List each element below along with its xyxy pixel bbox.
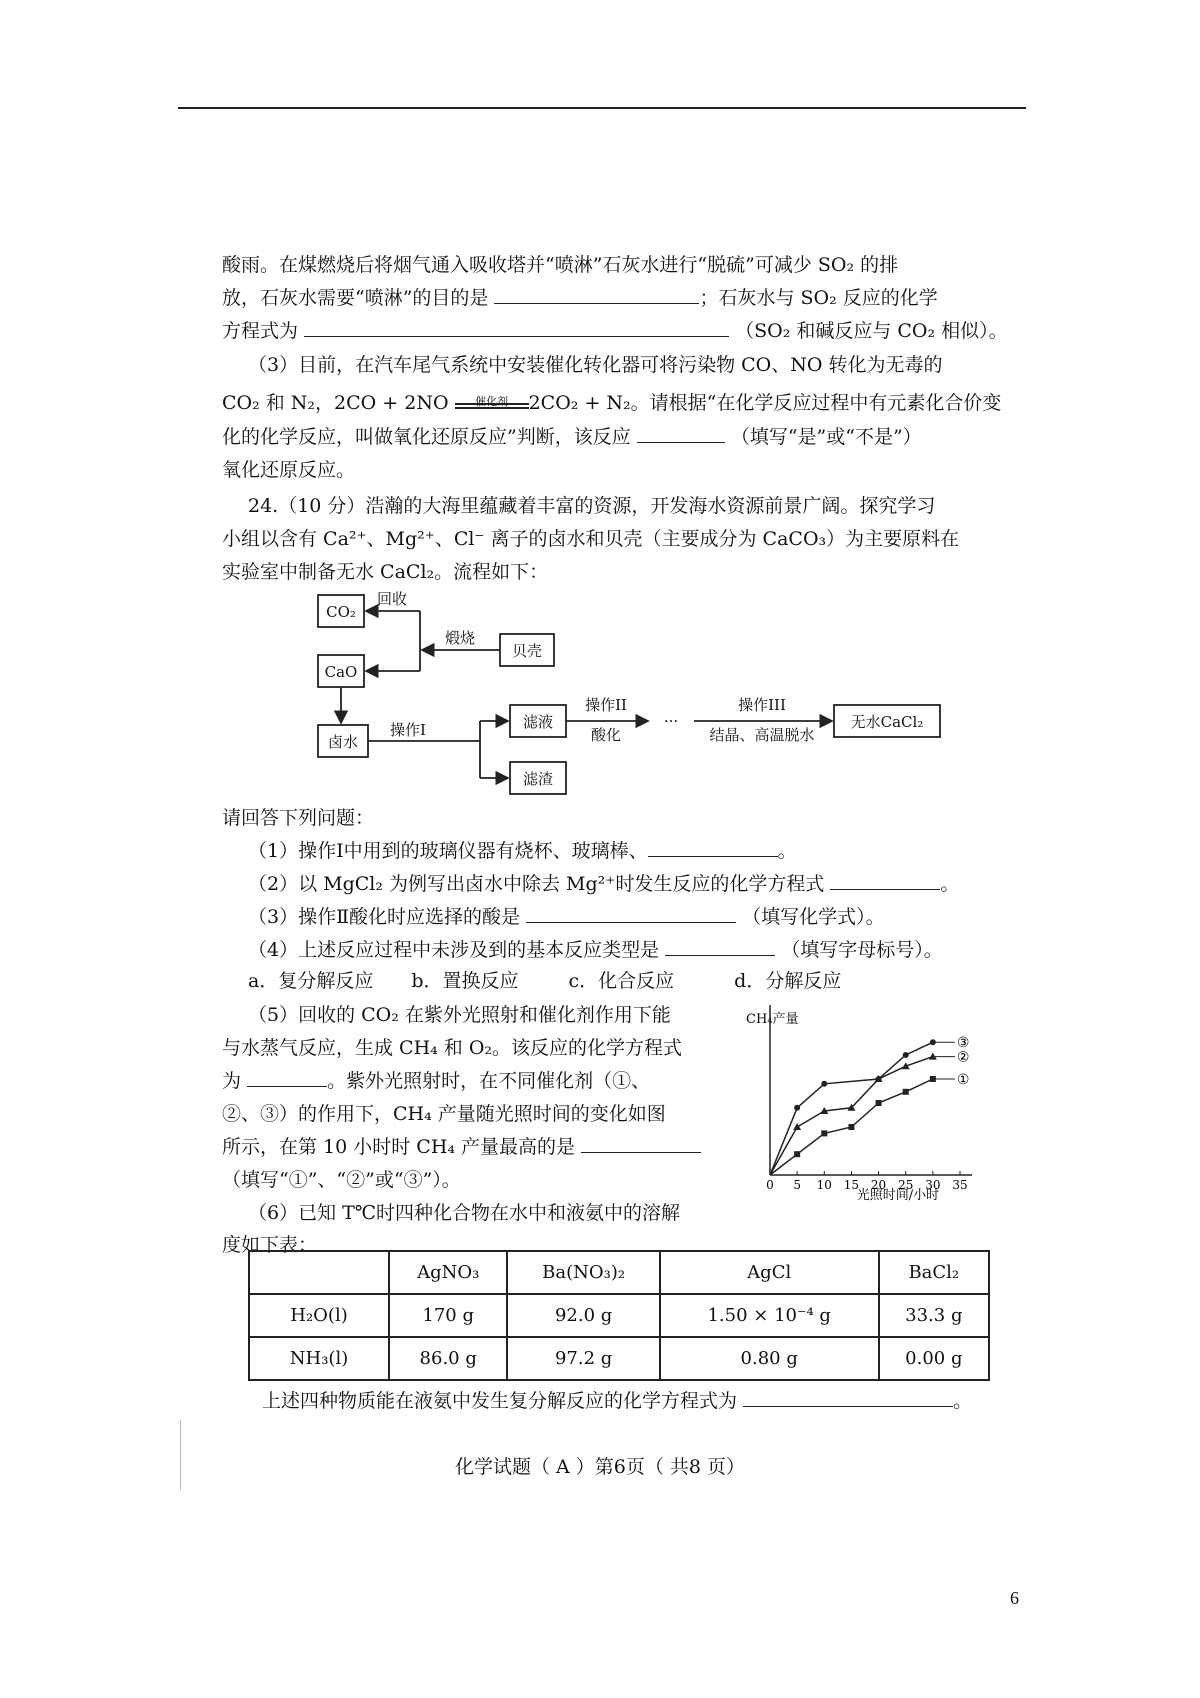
flow-filtrate-label: 滤液 bbox=[522, 713, 554, 731]
ask-line: 请回答下列问题： bbox=[222, 807, 375, 829]
header-rule bbox=[178, 107, 1026, 109]
question-24-line-3: 实验室中制备无水 CaCl₂。流程如下： bbox=[222, 561, 549, 583]
answer-blank-redox[interactable] bbox=[637, 424, 725, 443]
chart-point bbox=[903, 1052, 909, 1058]
answer-blank-4[interactable] bbox=[665, 937, 775, 956]
flow-product-label: 无水CaCl₂ bbox=[850, 713, 924, 731]
chart-point bbox=[794, 1151, 800, 1157]
answer-blank-equation-so2[interactable] bbox=[304, 318, 729, 337]
scan-edge bbox=[180, 1420, 181, 1490]
flow-co2-label: CO₂ bbox=[326, 603, 356, 621]
flow-op1-label: 操作I bbox=[390, 721, 426, 739]
chart-point bbox=[793, 1123, 801, 1130]
table-cell: H₂O(l) bbox=[249, 1294, 389, 1337]
ch4-yield-chart bbox=[740, 995, 1020, 1205]
flow-shell-label: 贝壳 bbox=[511, 642, 543, 660]
sub-question-5e: 所示，在第 10 小时时 CH₄ 产量最高的是 bbox=[222, 1134, 701, 1160]
page-number: 6 bbox=[1010, 1588, 1019, 1608]
table-header-cell: BaCl₂ bbox=[879, 1251, 989, 1294]
sub-question-2: （2）以 MgCl₂ 为例写出卤水中除去 Mg²⁺时发生反应的化学方程式 。 bbox=[248, 873, 960, 895]
question-24-line-1: 24.（10 分）浩瀚的大海里蕴藏着丰富的资源，开发海水资源前景广阔。探究学习 bbox=[248, 495, 936, 517]
flow-op3-label: 操作III bbox=[738, 696, 786, 714]
table-cell: 86.0 g bbox=[389, 1337, 507, 1380]
chart-xlabel: 光照时间/小时 bbox=[856, 1188, 940, 1203]
chart-x-tick-label: 5 bbox=[793, 1178, 801, 1192]
sub-question-1: （1）操作Ⅰ中用到的玻璃仪器有烧杯、玻璃棒、 。 bbox=[248, 840, 797, 862]
sub-question-5a: （5）回收的 CO₂ 在紫外光照射和催化剂作用下能 bbox=[248, 1004, 671, 1026]
chart-point bbox=[821, 1130, 827, 1136]
sub-question-3: （3）操作Ⅱ酸化时应选择的酸是 （填写化学式）。 bbox=[248, 906, 885, 928]
answer-blank-3[interactable] bbox=[526, 904, 736, 923]
flow-recover-label: 回收 bbox=[376, 590, 408, 608]
flow-crystal-label: 结晶、高温脱水 bbox=[709, 726, 815, 744]
answer-blank-spray[interactable] bbox=[494, 285, 699, 304]
option-d: d．分解反应 bbox=[734, 970, 842, 992]
options-line bbox=[248, 968, 841, 994]
chart-point bbox=[794, 1105, 800, 1111]
chart-x-tick-label: 35 bbox=[952, 1178, 968, 1192]
question-24-line-2: 小组以含有 Ca²⁺、Mg²⁺、Cl⁻ 离子的卤水和贝壳（主要成分为 CaCO₃）为主要原料在 bbox=[222, 528, 960, 550]
chart-ylabel: CH₄产量 bbox=[746, 1012, 799, 1027]
sub-question-6c: 上述四种物质能在液氨中发生复分解反应的化学方程式为 。 bbox=[262, 1390, 973, 1412]
flow-calcine-label: 煅烧 bbox=[444, 629, 476, 647]
flow-cao-label: CaO bbox=[324, 663, 358, 681]
table-cell: NH₃(l) bbox=[249, 1337, 389, 1380]
flow-op2-label: 操作II bbox=[585, 696, 627, 714]
chart-point bbox=[821, 1081, 827, 1087]
table-cell: 97.2 g bbox=[507, 1337, 659, 1380]
text-line-7: 氧化还原反应。 bbox=[222, 459, 356, 481]
chart-point bbox=[876, 1100, 882, 1106]
table-row bbox=[249, 1337, 989, 1380]
option-b: b．置换反应 bbox=[411, 970, 519, 992]
solubility-table bbox=[248, 1250, 990, 1381]
flow-brine-label: 卤水 bbox=[327, 733, 359, 751]
answer-blank-1[interactable] bbox=[648, 838, 778, 857]
sub-question-5f: （填写“①”、“②”或“③”）。 bbox=[222, 1169, 461, 1191]
table-cell: 0.80 g bbox=[660, 1337, 879, 1380]
table-cell: 92.0 g bbox=[507, 1294, 659, 1337]
sub-question-6b: 度如下表： bbox=[222, 1234, 318, 1256]
answer-blank-6[interactable] bbox=[743, 1388, 953, 1407]
answer-blank-5a[interactable] bbox=[247, 1068, 327, 1087]
chart-point bbox=[929, 1053, 937, 1060]
chart-x-tick-label: 20 bbox=[870, 1178, 887, 1192]
table-cell: 0.00 g bbox=[879, 1337, 989, 1380]
flow-dots-label: ··· bbox=[663, 712, 679, 730]
process-flow-diagram bbox=[300, 580, 960, 800]
chart-series-label: ① bbox=[956, 1072, 970, 1088]
text-line-5: CO₂ 和 N₂，2CO + 2NO 催化剂 2CO₂ + N₂。请根据“在化学反应过程中有元素化合价变 bbox=[222, 392, 1002, 414]
table-header-cell: Ba(NO₃)₂ bbox=[507, 1251, 659, 1294]
chart-point bbox=[848, 1124, 854, 1130]
table-header-row bbox=[249, 1251, 989, 1294]
sub-question-5c: 为 。紫外光照射时，在不同催化剂（①、 bbox=[222, 1070, 651, 1092]
text-line-3: 方程式为 （SO₂ 和碱反应与 CO₂ 相似）。 bbox=[222, 320, 1008, 342]
chart-x-tick-label: 15 bbox=[843, 1178, 860, 1192]
text-line-6: 化的化学反应，叫做氧化还原反应”判断，该反应 （填写“是”或“不是”） bbox=[222, 426, 922, 448]
sub-question-6a: （6）已知 T℃时四种化合物在水中和液氨中的溶解 bbox=[248, 1202, 681, 1224]
table-cell: 33.3 g bbox=[879, 1294, 989, 1337]
catalyst-arrow: 催化剂 bbox=[455, 403, 529, 416]
sub-question-5d: ②、③）的作用下，CH₄ 产量随光照时间的变化如图 bbox=[222, 1103, 666, 1125]
text-line-1: 酸雨。在煤燃烧后将烟气通入吸收塔并“喷淋”石灰水进行“脱硫”可减少 SO₂ 的排 bbox=[222, 254, 899, 276]
table-cell: 1.50 × 10⁻⁴ g bbox=[660, 1294, 879, 1337]
table-header-cell: AgNO₃ bbox=[389, 1251, 507, 1294]
answer-blank-2[interactable] bbox=[830, 871, 940, 890]
table-row bbox=[249, 1294, 989, 1337]
chart-x-tick-label: 0 bbox=[766, 1178, 774, 1192]
option-a: a．复分解反应 bbox=[248, 970, 374, 992]
table-header-cell bbox=[249, 1251, 389, 1294]
flow-acidify-label: 酸化 bbox=[590, 726, 622, 744]
text-line-2: 放，石灰水需要“喷淋”的目的是 ；石灰水与 SO₂ 反应的化学 bbox=[222, 287, 938, 309]
chart-x-tick-label: 25 bbox=[898, 1178, 914, 1192]
chart-point bbox=[903, 1089, 909, 1095]
chart-series-label: ③ bbox=[956, 1035, 970, 1052]
table-cell: 170 g bbox=[389, 1294, 507, 1337]
sub-question-4: （4）上述反应过程中未涉及到的基本反应类型是 （填写字母标号）。 bbox=[248, 939, 943, 961]
chart-series-label: ② bbox=[956, 1049, 970, 1066]
flow-residue-label: 滤渣 bbox=[522, 770, 554, 788]
page-footer: 化学试题（ A ）第6页（ 共8 页） bbox=[454, 1456, 746, 1478]
sub-question-5b: 与水蒸气反应，生成 CH₄ 和 O₂。该反应的化学方程式 bbox=[222, 1037, 683, 1059]
answer-blank-5b[interactable] bbox=[581, 1134, 701, 1153]
chart-x-tick-label: 30 bbox=[925, 1178, 941, 1192]
chart-x-tick-label: 10 bbox=[816, 1178, 832, 1192]
table-header-cell: AgCl bbox=[660, 1251, 879, 1294]
option-c: c．化合反应 bbox=[568, 970, 675, 992]
text-line-4: （3）目前，在汽车尾气系统中安装催化转化器可将污染物 CO、NO 转化为无毒的 bbox=[248, 354, 943, 376]
